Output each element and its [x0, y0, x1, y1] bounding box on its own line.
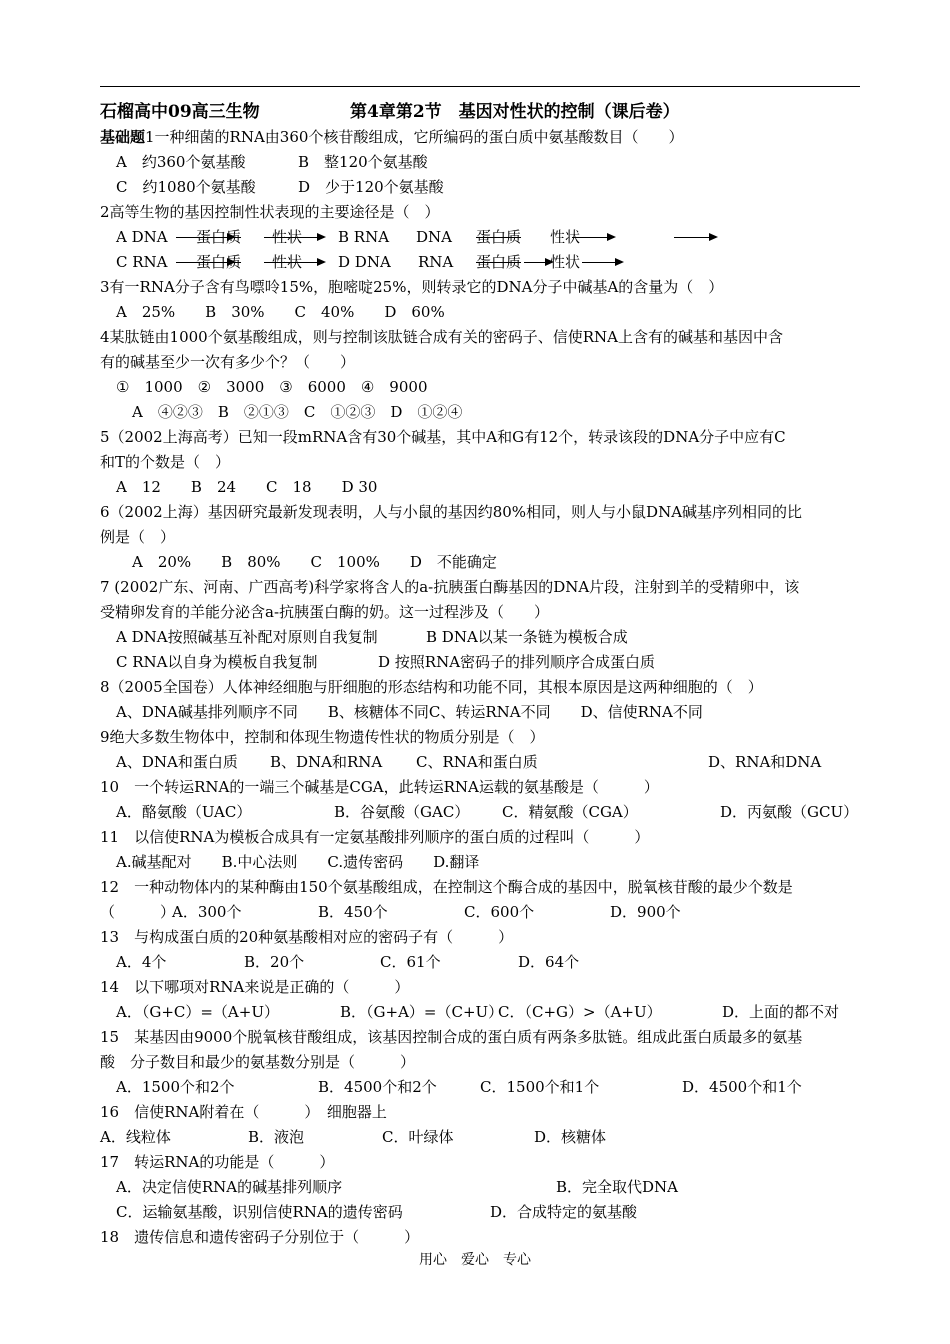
q9-option-d: D、RNA和DNA: [708, 753, 822, 771]
q12-option-d: D．900个: [610, 903, 681, 921]
q9-stem: 9绝大多数生物体中，控制和体现生物遗传性状的物质分别是（ ）: [100, 728, 545, 746]
q2-a-arrow-1: [176, 237, 234, 238]
q14-stem: 14 以下哪项对RNA来说是正确的（ ）: [100, 978, 410, 996]
q16-option-c: C．叶绿体: [382, 1128, 454, 1146]
q2-d-label: D DNA: [338, 253, 391, 271]
q2-c-arrow-2: [264, 262, 324, 263]
q2-b-dna: DNA: [416, 228, 452, 246]
q17-option-b: B．完全取代DNA: [556, 1178, 679, 1196]
q9-options: [116, 750, 876, 775]
q7-option-c: C RNA以自身为模板自我复制: [116, 653, 318, 671]
title-chapter: 第4章第2节 基因对性状的控制（课后卷）: [350, 102, 680, 122]
q2-b-trait: 性状: [550, 228, 581, 246]
q2-stem: 2高等生物的基因控制性状表现的主要途径是（ ）: [100, 203, 440, 221]
q10-option-d: D．丙氨酸（GCU）: [720, 803, 859, 821]
q13-option-d: D．64个: [518, 953, 580, 971]
q1-stem-text: 1一种细菌的RNA由360个核苷酸组成，它所编码的蛋白质中氨基酸数目（ ）: [145, 128, 684, 146]
q2-d-protein: 蛋白质: [476, 253, 522, 271]
q16-option-a: A．线粒体: [100, 1128, 171, 1146]
q7-option-b: B DNA以某一条链为模板合成: [426, 628, 628, 646]
q1-options-row1: [116, 150, 876, 175]
q1-prefix: 基础题: [100, 128, 146, 146]
q15-stem-line2: 酸 分子数目和最少的氨基数分别是（ ）: [100, 1053, 416, 1071]
q2-b-label: B RNA: [338, 228, 390, 246]
q10-option-b: B．谷氨酸（GAC）: [334, 803, 470, 821]
q10-stem: 10 一个转运RNA的一端三个碱基是CGA，此转运RNA运载的氨基酸是（ ）: [100, 778, 659, 796]
q1-option-c: C 约1080个氨基酸: [116, 178, 256, 196]
q4-stem-line1: 4某肽链由1000个氨基酸组成，则与控制该肽链合成有关的密码子、信使RNA上含有的碱基和基因中含: [100, 328, 783, 346]
q2-d-arrow-1: [524, 262, 552, 263]
q9-option-c: C、RNA和蛋白质: [416, 753, 538, 771]
q15-options: [116, 1075, 876, 1100]
q11-stem: 11 以信使RNA为模板合成具有一定氨基酸排列顺序的蛋白质的过程叫（ ）: [100, 828, 650, 846]
q15-option-a: A．1500个和2个: [116, 1078, 235, 1096]
q2-a-protein: 蛋白质: [196, 228, 242, 246]
page-title: [100, 100, 860, 125]
q7-options-row1: [116, 625, 876, 650]
q16-option-d: D．核糖体: [534, 1128, 607, 1146]
q6-options: A 20% B 80% C 100% D 不能确定: [132, 553, 497, 571]
q5-options: A 12 B 24 C 18 D 30: [116, 478, 378, 496]
q17-option-d: D．合成特定的氨基酸: [490, 1203, 638, 1221]
q7-option-d: D 按照RNA密码子的排列顺序合成蛋白质: [378, 653, 656, 671]
q7-stem-line1: 7 (2002广东、河南、广西高考)科学家将含人的a-抗胰蛋白酶基因的DNA片段，注射到羊的受精卵中，该: [100, 578, 800, 596]
q15-option-b: B．4500个和2个: [318, 1078, 437, 1096]
q1-stem: [100, 125, 860, 150]
q4-stem-line2: 有的碱基至少一次有多少个？（ ）: [100, 353, 356, 371]
q2-a-trait: 性状: [272, 228, 303, 246]
q14-option-a: A．（G+C）=（A+U）: [116, 1003, 279, 1021]
q1-options-row2: [116, 175, 876, 200]
q13-option-c: C．61个: [380, 953, 441, 971]
q18-stem: 18 遗传信息和遗传密码子分别位于（ ）: [100, 1228, 420, 1246]
q6-stem-line2: 例是（ ）: [100, 528, 176, 546]
q12-option-c: C．600个: [464, 903, 535, 921]
header-rule: [100, 86, 860, 87]
q2-options-row1: [116, 225, 856, 250]
q6-stem-line1: 6（2002上海）基因研究最新发现表明，人与小鼠的基因约80%相同，则人与小鼠DNA碱基序列相同的比: [100, 503, 803, 521]
q17-option-a: A．决定信使RNA的碱基排列顺序: [116, 1178, 343, 1196]
q12-stem-line2: [100, 900, 860, 925]
q2-options-row2: [116, 250, 856, 275]
q10-option-c: C．精氨酸（CGA）: [502, 803, 638, 821]
q12-blank: （ ）: [100, 903, 176, 921]
q2-d-rna: RNA: [418, 253, 454, 271]
q7-options-row2: [116, 650, 876, 675]
q12-stem-line1: 12 一种动物体内的某种酶由150个氨基酸组成，在控制这个酶合成的基因中，脱氧核苷酸的最少个数是: [100, 878, 793, 896]
q2-b-arrow-2: [674, 237, 716, 238]
q13-options: [116, 950, 876, 975]
q2-c-protein: 蛋白质: [196, 253, 242, 271]
q12-option-a: A．300个: [172, 903, 242, 921]
q7-option-a: A DNA按照碱基互补配对原则自我复制: [116, 628, 378, 646]
q17-option-c: C．运输氨基酸，识别信使RNA的遗传密码: [116, 1203, 403, 1221]
q5-stem-line1: 5（2002上海高考）已知一段mRNA含有30个碱基，其中A和G有12个，转录该段的DNA分子中应有C: [100, 428, 786, 446]
q8-options: A、DNA碱基排列顺序不同 B、核糖体不同C、转运RNA不同 D、信使RNA不同: [116, 703, 703, 721]
q3-options: A 25% B 30% C 40% D 60%: [116, 303, 445, 321]
q15-option-d: D．4500个和1个: [682, 1078, 802, 1096]
q2-c-label: C RNA: [116, 253, 168, 271]
q15-option-c: C．1500个和1个: [480, 1078, 600, 1096]
q5-stem-line2: 和T的个数是（ ）: [100, 453, 231, 471]
q13-stem: 13 与构成蛋白质的20种氨基酸相对应的密码子有（ ）: [100, 928, 514, 946]
q2-b-protein: 蛋白质: [476, 228, 522, 246]
q16-option-b: B．液泡: [248, 1128, 305, 1146]
q2-a-arrow-2: [264, 237, 324, 238]
q2-c-trait: 性状: [272, 253, 303, 271]
q12-option-b: B．450个: [318, 903, 388, 921]
q2-b-arrow-1: [572, 237, 614, 238]
q2-a-label: A DNA: [116, 228, 168, 246]
q17-options-row1: [116, 1175, 876, 1200]
q10-options: [116, 800, 876, 825]
q1-option-b: B 整120个氨基酸: [298, 153, 428, 171]
q7-stem-line2: 受精卵发育的羊能分泌含a-抗胰蛋白酶的奶。这一过程涉及（ ）: [100, 603, 550, 621]
q17-options-row2: [116, 1200, 876, 1225]
q15-stem-line1: 15 某基因由9000个脱氧核苷酸组成，该基因控制合成的蛋白质有两条多肽链。组成此蛋白质最多的氨基: [100, 1028, 803, 1046]
q8-stem: 8（2005全国卷）人体神经细胞与肝细胞的形态结构和功能不同，其根本原因是这两种细胞的（ ）: [100, 678, 763, 696]
q14-option-b: B．（G+A）=（C+U）: [340, 1003, 504, 1021]
q2-c-arrow-1: [176, 262, 234, 263]
q9-option-a: A、DNA和蛋白质: [116, 753, 238, 771]
q1-option-a: A 约360个氨基酸: [116, 153, 246, 171]
q13-option-b: B．20个: [244, 953, 305, 971]
q11-options: A.碱基配对 B.中心法则 C.遗传密码 D.翻译: [116, 853, 480, 871]
q16-stem: 16 信使RNA附着在（ ） 细胞器上: [100, 1103, 387, 1121]
q2-d-arrow-2: [582, 262, 622, 263]
page-footer: 用心 爱心 专心: [419, 1252, 531, 1268]
q4-options: A ④②③ B ②①③ C ①②③ D ①②④: [132, 403, 463, 421]
q3-stem: 3有一RNA分子含有鸟嘌呤15%，胞嘧啶25%，则转录它的DNA分子中碱基A的含量为（ ）: [100, 278, 724, 296]
q10-option-a: A．酪氨酸（UAC）: [116, 803, 252, 821]
q4-items: ① 1000 ② 3000 ③ 6000 ④ 9000: [116, 378, 428, 396]
q17-stem: 17 转运RNA的功能是（ ）: [100, 1153, 335, 1171]
q9-option-b: B、DNA和RNA: [270, 753, 383, 771]
title-school: 石榴高中09高三生物: [100, 102, 260, 122]
q2-d-trait: 性状: [550, 253, 581, 271]
q14-options: [116, 1000, 876, 1025]
q14-option-d: D．上面的都不对: [722, 1003, 840, 1021]
q13-option-a: A．4个: [116, 953, 167, 971]
q16-options: [100, 1125, 860, 1150]
q1-option-d: D 少于120个氨基酸: [298, 178, 444, 196]
q14-option-c: C．（C+G）>（A+U）: [498, 1003, 662, 1021]
